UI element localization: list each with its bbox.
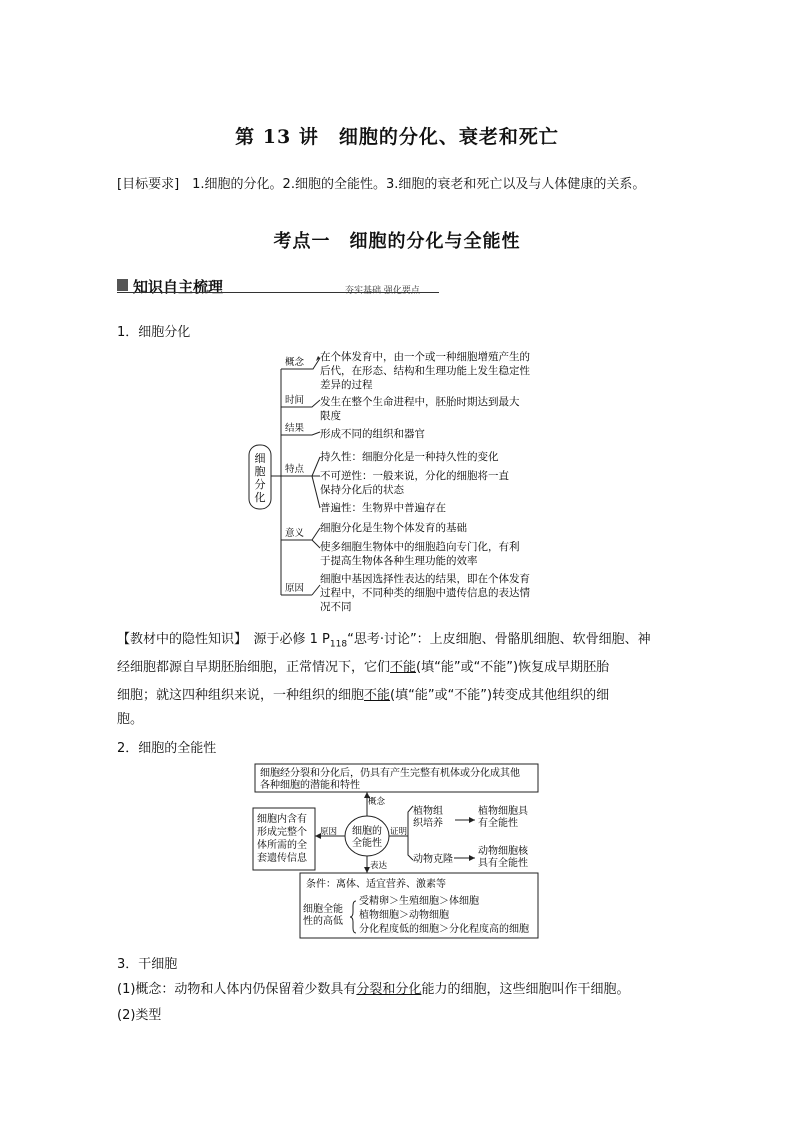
conditions-text: 条件：离体、适宜营养、激素等 (306, 879, 446, 890)
banner-subtitle: 夯实基础 强化要点 (345, 286, 420, 296)
animal-clone: 动物克隆 (413, 854, 453, 865)
stem-cell-concept (117, 978, 629, 997)
label-meaning: 意义 (285, 528, 305, 539)
label-feature: 特点 (285, 464, 305, 475)
reason-text: 形成完整个 (257, 827, 307, 838)
meaning-text: 细胞分化是生物个体发育的基础 (320, 522, 467, 534)
answer-blank: 分裂和分化 (356, 982, 422, 997)
reason-text: 细胞内含有 (257, 814, 307, 825)
level-item: 受精卵＞生殖细胞＞体细胞 (359, 896, 479, 907)
hidden-knowledge-line: 胞。 (117, 712, 144, 727)
label-concept: 概念 (368, 797, 386, 807)
result-text: 形成不同的组织和器官 (320, 428, 425, 440)
animal-result: 具有全能性 (478, 858, 528, 869)
label-reason: 原因 (320, 827, 338, 837)
feature-text: 保持分化后的状态 (320, 484, 404, 496)
banner-title: 知识自主梳理 (133, 278, 224, 296)
hidden-text: “思考·讨论”：上皮细胞、骨骼肌细胞、软骨细胞、神 (347, 632, 651, 647)
concept-text: 在个体发育中，由一个或一种细胞增殖产生的 (320, 351, 530, 363)
totipotency-diagram (250, 760, 545, 945)
feature-text: 不可逆性：一般来说，分化的细胞将一直 (320, 470, 509, 482)
reason-text: 况不同 (320, 601, 352, 613)
concept-text: 能力的细胞，这些细胞叫作干细胞。 (421, 982, 630, 997)
concept-text: (1)概念：动物和人体内仍保留着少数具有 (117, 982, 357, 997)
reason-text: 细胞中基因选择性表达的结果，即在个体发育 (320, 573, 530, 585)
reason-text: 套遗传信息 (257, 853, 307, 864)
concept-text: 差异的过程 (320, 379, 373, 391)
center-char: 细 (254, 452, 266, 465)
label-time: 时间 (285, 395, 305, 406)
label-result: 结果 (285, 423, 305, 434)
animal-result: 动物细胞核 (478, 846, 528, 857)
plant-result: 植物细胞具 (478, 806, 528, 817)
plant-culture: 织培养 (413, 818, 443, 829)
hidden-text: 细胞；就这四种组织来说，一种组织的细胞 (117, 688, 365, 703)
concept-definition: 细胞经分裂和分化后，仍具有产生完整有机体或分化成其他 (260, 768, 520, 779)
hidden-knowledge-line (117, 628, 651, 650)
hidden-knowledge-line (117, 656, 609, 675)
center-char: 胞 (254, 465, 266, 478)
concept-definition: 各种细胞的潜能和特性 (260, 780, 360, 791)
lesson-title: 第 13 讲 细胞的分化、衰老和死亡 (235, 126, 559, 148)
level-label: 细胞全能 (303, 904, 343, 915)
feature-text: 普遍性：生物界中普遍存在 (320, 502, 446, 514)
banner-underline (117, 292, 439, 293)
answer-blank: 不能 (390, 660, 417, 675)
plant-culture: 植物组 (413, 806, 443, 817)
plant-result: 有全能性 (478, 818, 518, 829)
meaning-text: 使多细胞生物体中的细胞趋向专门化，有利 (320, 541, 520, 553)
stem-cell-types: (2)类型 (117, 1008, 162, 1023)
concept-text: 后代，在形态、结构和生理功能上发生稳定性 (320, 365, 530, 377)
section-title: 考点一 细胞的分化与全能性 (273, 231, 521, 252)
label-concept: 概念 (285, 357, 305, 368)
heading-totipotency: 2．细胞的全能性 (117, 741, 217, 756)
level-label: 性的高低 (303, 916, 343, 927)
hidden-text: 经细胞都源自早期胚胎细胞，正常情况下，它们 (117, 660, 391, 675)
label-reason: 原因 (285, 583, 305, 594)
learning-goals: [目标要求] 1.细胞的分化。2.细胞的全能性。3.细胞的衰老和死亡以及与人体健康的关系。 (117, 177, 646, 192)
center-text: 细胞的 (352, 826, 382, 837)
label-proof: 证明 (390, 827, 408, 837)
heading-stem-cells: 3．干细胞 (117, 957, 178, 972)
page-subscript: 118 (329, 639, 348, 650)
hidden-text: (填“能”或“不能”)转变成其他组织的细 (390, 688, 610, 703)
heading-cell-differentiation: 1．细胞分化 (117, 325, 191, 340)
answer-blank: 不能 (364, 688, 391, 703)
center-text: 全能性 (352, 838, 382, 849)
hidden-text: (填“能”或“不能”)恢复成早期胚胎 (416, 660, 610, 675)
center-char: 分 (254, 478, 266, 491)
meaning-text: 于提高生物体各种生理功能的效率 (320, 555, 478, 567)
level-item: 植物细胞＞动物细胞 (359, 910, 449, 921)
level-item: 分化程度低的细胞＞分化程度高的细胞 (359, 924, 529, 935)
differentiation-diagram (240, 345, 570, 615)
feature-text: 持久性：细胞分化是一种持久性的变化 (320, 451, 499, 463)
hidden-knowledge-line (117, 684, 609, 703)
time-text: 限度 (320, 410, 341, 422)
reason-text: 过程中，不同种类的细胞中遗传信息的表达情 (320, 587, 530, 599)
hidden-text: 【教材中的隐性知识】 源于必修 1 P (117, 632, 330, 647)
reason-text: 体所需的全 (257, 840, 307, 851)
label-expression: 表达 (370, 861, 388, 871)
time-text: 发生在整个生命进程中，胚胎时期达到最大 (320, 396, 520, 408)
banner-marker-icon (117, 279, 128, 291)
center-char: 化 (254, 491, 266, 504)
